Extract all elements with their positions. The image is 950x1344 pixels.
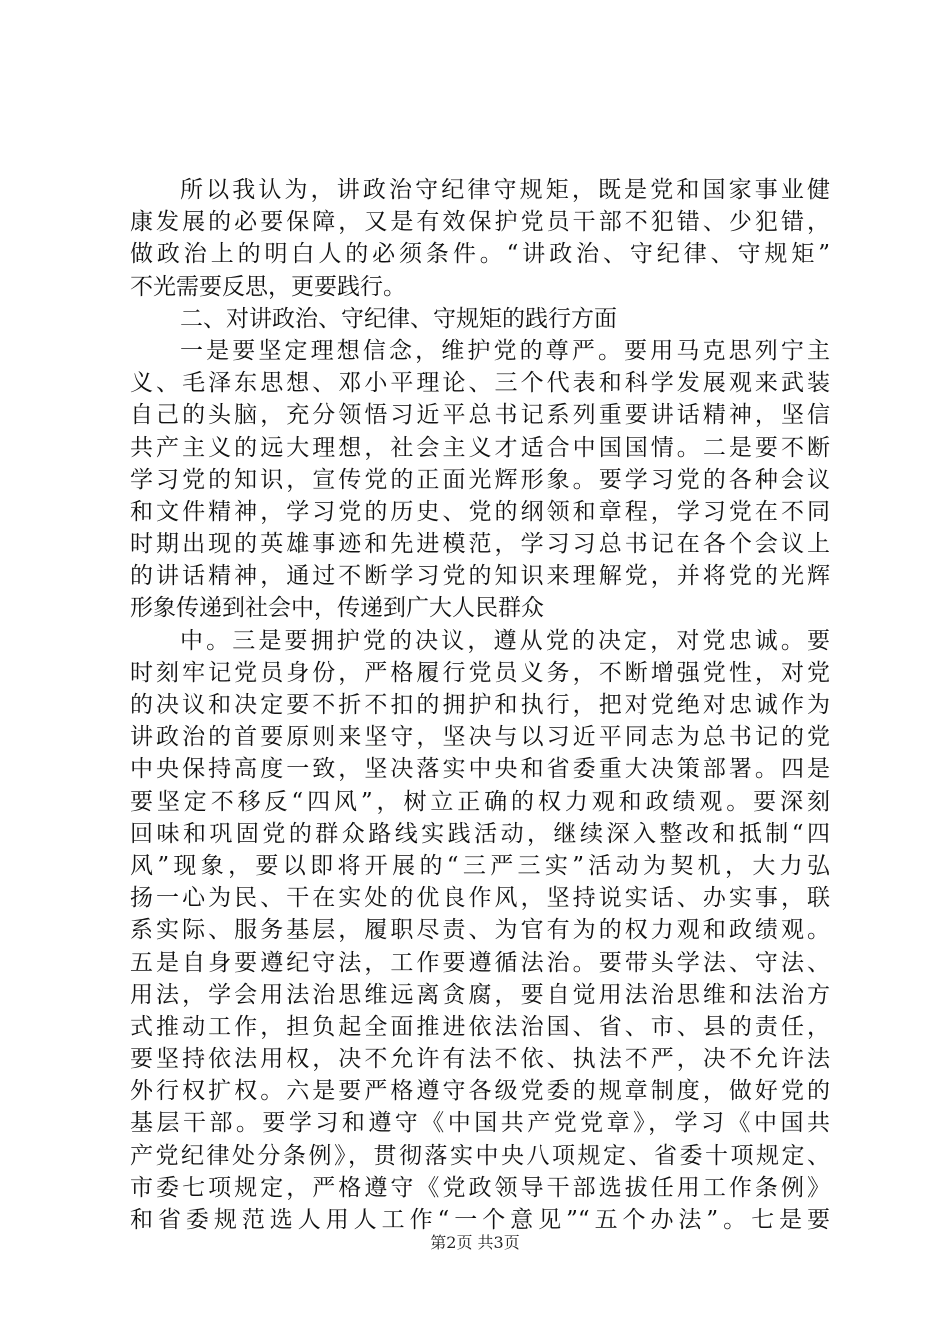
text-line: 和省委规范选人用人工作“一个意见”“五个办法”。七是要 [130,1207,830,1233]
text-line: 用法，学会用法治思维远离贪腐，要自觉用法治思维和法治方 [130,981,830,1008]
text-line: 产党纪律处分条例》，贯彻落实中央八项规定、省委十项规定、 [130,1142,830,1169]
page-footer [0,1230,950,1253]
text-line: 时期出现的英雄事迹和先进模范，学习习总书记在各个会议上 [130,531,830,558]
text-line: 时刻牢记党员身份，严格履行党员义务，不断增强党性，对党 [130,659,830,686]
text-line: 回味和巩固党的群众路线实践活动，继续深入整改和抵制“四 [130,820,830,847]
text-line: 形象传递到社会中，传递到广大人民群众 [130,595,544,622]
page-number-label: 第2页 共3页 [430,1233,520,1252]
text-line: 一是要坚定理想信念，维护党的尊严。要用马克思列宁主 [180,337,830,364]
text-line: 不光需要反思，更要践行。 [130,273,406,300]
text-line: 五是自身要遵纪守法，工作要遵循法治。要带头学法、守法、 [130,949,830,976]
text-line: 和文件精神，学习党的历史、党的纲领和章程，学习党在不同 [130,498,830,525]
text-line: 扬一心为民、干在实处的优良作风，坚持说实话、办实事，联 [130,885,830,912]
text-line: 外行权扩权。六是要严格遵守各级党委的规章制度，做好党的 [130,1078,830,1105]
text-line: 自己的头脑，充分领悟习近平总书记系列重要讲话精神，坚信 [130,402,830,429]
text-line: 康发展的必要保障，又是有效保护党员干部不犯错、少犯错， [130,209,830,236]
text-line: 要坚持依法用权，决不允许有法不依、执法不严，决不允许法 [130,1046,830,1073]
text-line: 的决议和决定要不折不扣的拥护和执行，把对党绝对忠诚作为 [130,692,830,718]
text-line: 讲政治的首要原则来坚守，坚决与以习近平同志为总书记的党 [130,724,830,751]
text-line: 系实际、服务基层，履职尽责、为官有为的权力观和政绩观。 [130,917,830,944]
text-line: 要坚定不移反“四风”，树立正确的权力观和政绩观。要深刻 [130,788,830,815]
text-line: 基层干部。要学习和遵守《中国共产党党章》，学习《中国共 [130,1110,830,1137]
text-line: 风”现象，要以即将开展的“三严三实”活动为契机，大力弘 [130,852,830,879]
text-line: 义、毛泽东思想、邓小平理论、三个代表和科学发展观来武装 [130,370,830,397]
text-line: 中。三是要拥护党的决议，遵从党的决定，对党忠诚。要 [180,627,830,654]
text-line: 做政治上的明白人的必须条件。“讲政治、守纪律、守规矩” [130,241,830,268]
text-line: 的讲话精神，通过不断学习党的知识来理解党，并将党的光辉 [130,563,830,590]
text-line: 市委七项规定，严格遵守《党政领导干部选拔任用工作条例》 [130,1174,830,1201]
text-line: 学习党的知识，宣传党的正面光辉形象。要学习党的各种会议 [130,466,830,493]
document-body [130,174,830,1236]
text-line: 二、对讲政治、守纪律、守规矩的践行方面 [180,305,617,332]
text-line: 所以我认为，讲政治守纪律守规矩，既是党和国家事业健 [180,177,830,203]
text-line: 共产主义的远大理想，社会主义才适合中国国情。二是要不断 [130,434,830,461]
text-line: 式推动工作，担负起全面推进依法治国、省、市、县的责任， [130,1013,830,1040]
text-line: 中央保持高度一致，坚决落实中央和省委重大决策部署。四是 [130,756,830,783]
